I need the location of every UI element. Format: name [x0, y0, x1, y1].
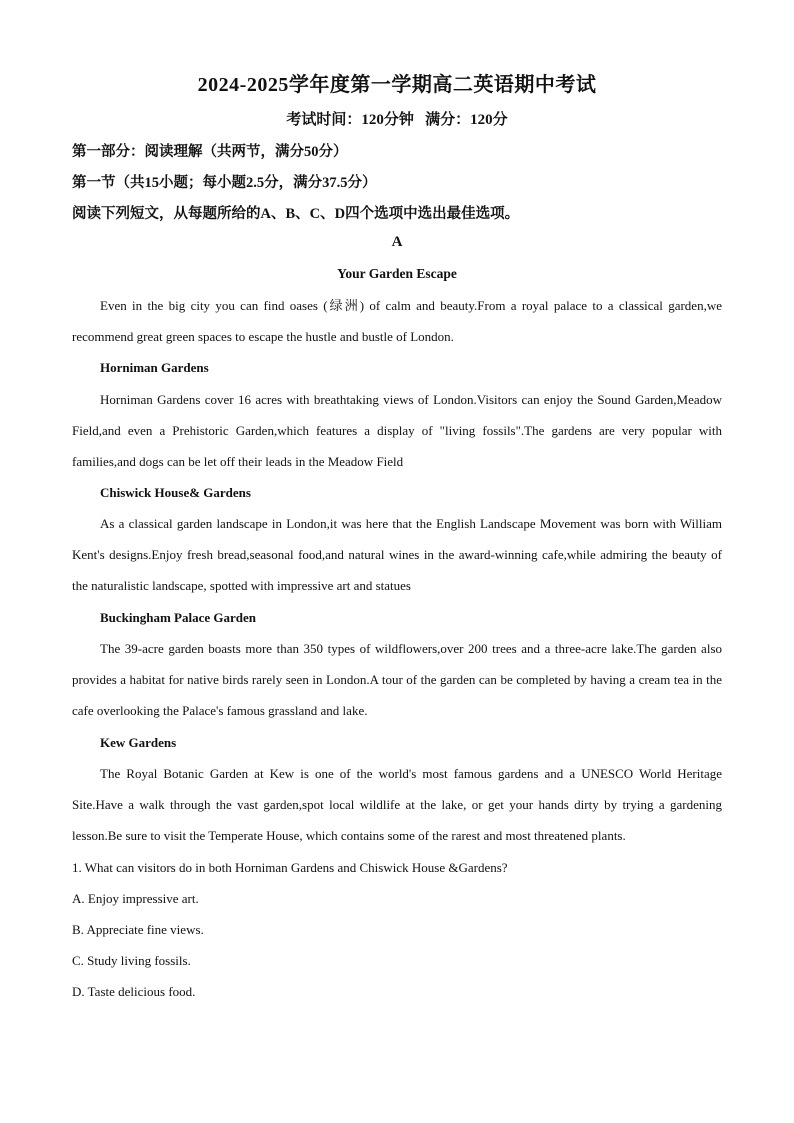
question-1-option-b[interactable]: B. Appreciate fine views. [72, 922, 204, 937]
section-heading-buckingham: Buckingham Palace Garden [100, 610, 257, 625]
section-text-buckingham: The 39-acre garden boasts more than 350 types of wildflowers,over 200 trees and a three-acre lake.The garden also provides a habitat for native birds rarely seen in London.A tour of the garden can be completed by having a cream tea in the cafe overlooking the Palace's famous grassland and lake. [72, 641, 722, 718]
passage-title: Your Garden Escape [337, 266, 457, 281]
exam-meta: 考试时间：120分钟 满分：120分 [286, 112, 508, 128]
section-text-horniman: Horniman Gardens cover 16 acres with breathtaking views of London.Visitors can enjoy the Sound Garden,Meadow Field,and even a Prehistoric Garden,which features a display of "living fossils".The gardens are very popular with families,and dogs can be let off their leads in the Meadow Field [72, 392, 722, 469]
section-text-chiswick: As a classical garden landscape in London,it was here that the English Landscape Movement was born with William Kent's designs.Enjoy fresh bread,seasonal food,and natural wines in the award-winning cafe,while admiring the beauty of the naturalistic landscape, spotted with impressive art and statues [72, 516, 722, 593]
section-heading: 第一节（共15小题；每小题2.5分，满分37.5分） [72, 175, 377, 191]
section-heading-chiswick: Chiswick House& Gardens [100, 485, 251, 500]
question-1-option-d[interactable]: D. Taste delicious food. [72, 984, 196, 999]
question-1-option-c[interactable]: C. Study living fossils. [72, 953, 191, 968]
part-heading: 第一部分：阅读理解（共两节，满分50分） [72, 144, 348, 160]
section-text-kew: The Royal Botanic Garden at Kew is one of the world's most famous gardens and a UNESCO World Heritage Site.Have a walk through the vast garden,spot local wildlife at the lake, or get your hands dirty by trying a gardening lesson.Be sure to visit the Temperate House, which contains some of the rarest and most threatened plants. [72, 766, 722, 843]
directions: 阅读下列短文，从每题所给的A、B、C、D四个选项中选出最佳选项。 [72, 206, 520, 222]
section-heading-horniman: Horniman Gardens [100, 360, 209, 375]
exam-title: 2024-2025学年度第一学期高二英语期中考试 [197, 74, 597, 96]
question-1-stem: 1. What can visitors do in both Horniman Gardens and Chiswick House &Gardens? [72, 860, 508, 875]
passage-intro: Even in the big city you can find oases (绿洲) of calm and beauty.From a royal palace to a classical garden,we recommend great green spaces to escape the hustle and bustle of London. [72, 298, 722, 344]
question-1-option-a[interactable]: A. Enjoy impressive art. [72, 891, 199, 906]
passage-letter: A [391, 234, 403, 250]
section-heading-kew: Kew Gardens [100, 735, 177, 750]
